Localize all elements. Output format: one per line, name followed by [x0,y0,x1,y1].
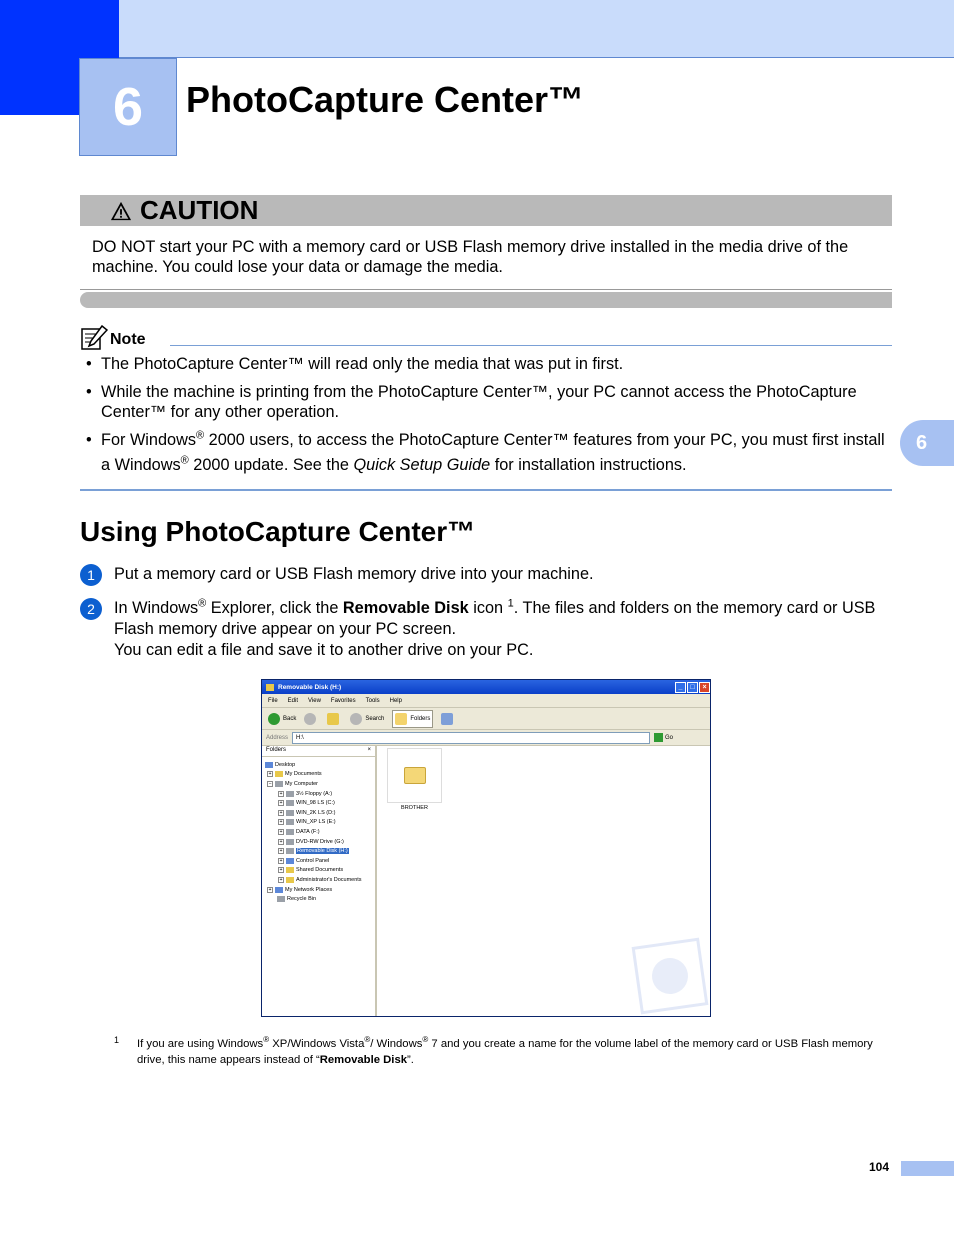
expand-icon[interactable]: + [279,828,283,835]
chapter-title: PhotoCapture Center™ [186,79,585,120]
views-icon [441,713,453,725]
note-header-rule [170,345,892,346]
step-2-text: In Windows® Explorer, click the Removable Disk icon $^1$. The files and folders on the memory card or USB Flash memory drive appear on your PC screen. You can edit a file and save it to another drive on your PC. [114,597,876,659]
computer-icon [275,781,283,787]
caution-header [80,195,892,226]
tree-item-drive-d[interactable]: + WIN_2K LS (D:) [279,809,336,816]
up-folder-button[interactable] [327,713,342,725]
hard-drive-icon [286,810,294,816]
header-band [0,0,954,58]
explorer-menubar [262,694,710,708]
expand-icon[interactable]: + [279,819,283,826]
menu-edit[interactable]: Edit [287,697,299,704]
chapter-number: 6 [112,77,144,137]
minimize-icon[interactable]: _ [675,682,686,693]
folder-icon [275,771,283,777]
note-bullet-1: • The PhotoCapture Center™ will read only the media that was put in first. [86,354,892,374]
tree-item-my-documents[interactable]: + My Documents [268,771,322,778]
folder-item-brother[interactable] [387,748,442,803]
warning-triangle-icon [110,200,132,222]
folders-pane [262,746,377,1016]
chapter-side-tab: 6 [900,420,954,466]
forward-button[interactable] [304,713,319,725]
folder-item-label: BROTHER [401,805,428,811]
folders-pane-header [262,746,375,757]
explorer-titlebar [262,680,710,694]
maximize-icon[interactable]: □ [687,682,698,693]
caution-divider [80,289,892,290]
note-label: Note [110,331,146,348]
network-icon [275,887,283,893]
tree-item-floppy[interactable]: + 3½ Floppy (A:) [279,790,333,797]
collapse-icon[interactable]: − [268,780,272,787]
page-number-bar [901,1161,954,1176]
footnote-number: 1 [114,1035,120,1045]
address-label: Address [266,734,289,741]
tree-item-my-computer[interactable]: − My Computer [268,780,319,787]
recycle-bin-icon [277,896,285,902]
note-header [80,325,892,347]
go-arrow-icon [654,733,663,742]
folder-icon [404,767,426,784]
step-1 [80,564,892,584]
chapter-number-box [79,58,177,156]
desktop-icon [265,762,273,768]
tree-item-drive-f[interactable]: + DATA (F:) [279,828,320,835]
up-folder-icon [327,713,339,725]
expand-icon[interactable]: + [279,809,283,816]
footnote [114,1036,892,1068]
address-bar [262,730,710,746]
caution-text: DO NOT start your PC with a memory card or USB Flash memory drive installed in the media drive of the machine. You could lose your data or damage the media. [92,238,849,276]
folders-icon [395,713,407,725]
section-title: Using PhotoCapture Center™ [80,516,476,547]
address-input[interactable]: H:\ [292,732,650,744]
footnote-text: If you are using Windows® XP/Windows Vista®/ Windows® 7 and you create a name for the volume label of the memory card or USB Flash memory drive, this name appears instead of “Removable Disk”. [137,1035,873,1066]
folders-pane-label: Folders [266,747,287,753]
explorer-toolbar [262,708,710,730]
tree-item-shared-documents[interactable]: + Shared Documents [279,867,344,874]
expand-icon[interactable]: + [279,848,283,855]
explorer-window-screenshot [261,679,711,1017]
folders-button[interactable]: Folders [392,710,433,728]
tree-item-desktop[interactable]: Desktop [262,760,375,770]
menu-file[interactable]: File [268,697,278,704]
tree-item-my-network-places[interactable]: + My Network Places [268,886,333,893]
dvd-drive-icon [286,839,294,845]
watermark-icon [632,938,709,1015]
expand-icon[interactable]: + [279,838,283,845]
note-bullet-3: • For Windows® 2000 users, to access the PhotoCapture Center™ features from your PC, you must first install a Windows® 2000 update. See the Quick Setup Guide for installation instructions. [86,428,892,478]
removable-disk-icon [286,848,294,854]
menu-tools[interactable]: Tools [365,697,380,704]
tree-item-drive-c[interactable]: + WIN_98 LS (C:) [279,800,335,807]
tree-item-administrators-documents[interactable]: + Administrator's Documents [279,876,362,883]
file-list-pane [380,746,710,1016]
search-button[interactable]: Search [350,713,384,725]
expand-icon[interactable]: + [279,876,283,883]
step-2 [80,598,892,661]
note-bullet-2: • While the machine is printing from the PhotoCapture Center™, your PC cannot access the PhotoCapture Center™ for any other operation. [86,382,892,422]
tree-item-control-panel[interactable]: + Control Panel [279,857,330,864]
explorer-content [262,746,710,1016]
tree-item-removable-disk[interactable]: + Removable Disk (H:) [279,848,348,855]
expand-icon[interactable]: + [279,800,283,807]
folder-icon [286,877,294,883]
folders-pane-close-icon[interactable]: × [367,747,371,753]
hard-drive-icon [286,800,294,806]
hard-drive-icon [286,819,294,825]
explorer-title: Removable Disk (H:) [278,683,342,691]
step-1-text: Put a memory card or USB Flash memory drive into your machine. [114,565,594,583]
expand-icon[interactable]: + [279,790,283,797]
hard-drive-icon [286,829,294,835]
menu-view[interactable]: View [308,697,321,704]
step-2-line-2: You can edit a file and save it to another drive on your PC. [114,641,534,659]
views-button[interactable] [441,713,456,725]
expand-icon[interactable]: + [268,771,272,778]
step-2-number: 2 [80,598,102,620]
close-icon[interactable]: × [699,682,710,693]
menu-help[interactable]: Help [389,697,402,704]
caution-footer-bar [80,292,892,308]
page-number: 104 [869,1160,890,1174]
folder-icon [286,867,294,873]
expand-icon[interactable]: + [268,886,272,893]
note-bullet-list [86,354,892,486]
folder-tree [262,757,375,904]
drive-icon [266,684,274,691]
control-panel-icon [286,858,294,864]
back-arrow-icon [268,713,280,725]
forward-arrow-icon [304,713,316,725]
tree-item-drive-e[interactable]: + WIN_XP LS (E:) [279,819,336,826]
search-icon [350,713,362,725]
go-button[interactable]: Go [654,733,673,742]
caution-label: CAUTION [140,195,259,225]
menu-favorites[interactable]: Favorites [330,697,356,704]
note-bottom-rule [80,489,892,491]
expand-icon[interactable]: + [279,867,283,874]
tree-item-recycle-bin[interactable]: Recycle Bin [262,894,375,904]
expand-icon[interactable]: + [279,857,283,864]
back-button[interactable]: Back [268,713,296,725]
note-pencil-icon [80,325,108,351]
tree-item-drive-g[interactable]: + DVD-RW Drive (G:) [279,838,344,845]
step-1-number: 1 [80,564,102,586]
floppy-drive-icon [286,791,294,797]
